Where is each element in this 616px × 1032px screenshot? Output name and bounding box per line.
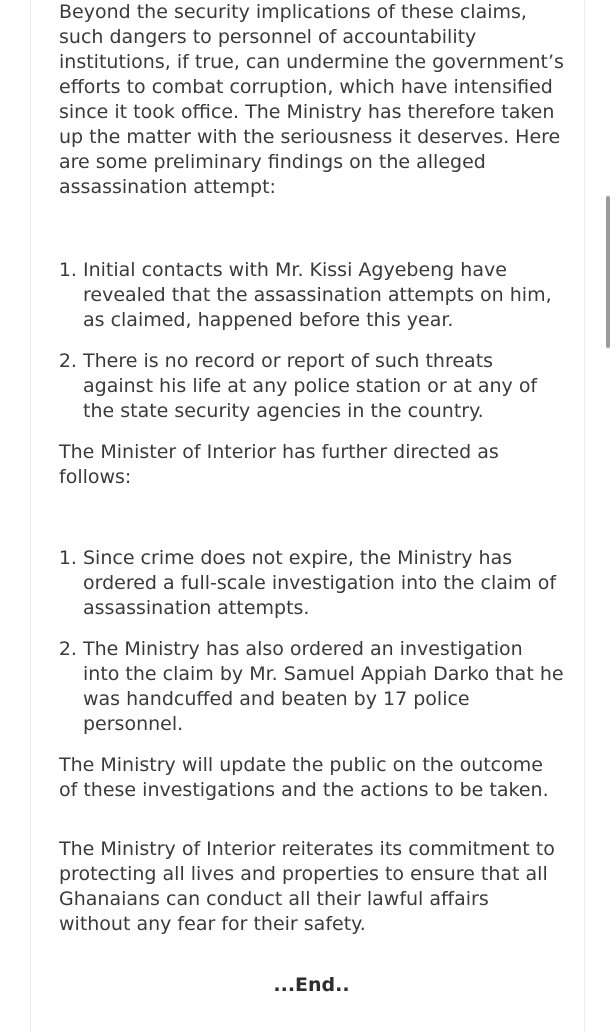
finding-item-2: 2. There is no record or report of such threats against his life at any police station or at any of the state security agencies in the country. xyxy=(83,349,564,424)
findings-list xyxy=(59,258,564,424)
update-paragraph: The Ministry will update the public on the outcome of these investigations and the actions to be taken. xyxy=(59,754,549,801)
directives-list xyxy=(59,546,564,737)
directive-item-1: 1. Since crime does not expire, the Ministry has ordered a full-scale investigation into the claim of assassination attempts. xyxy=(83,546,564,621)
commitment-paragraph: The Ministry of Interior reiterates its commitment to protecting all lives and properties to ensure that all Ghanaians can conduct all their lawful affairs without any fear for their safety. xyxy=(59,838,555,935)
intro-paragraph: Beyond the security implications of these claims, such dangers to personnel of accountability institutions, if true, can undermine the government’s efforts to combat corruption, which have intensified since it took office. The Ministry has therefore taken up the matter with the seriousness it deserves. Here are some preliminary findings on the alleged assassination attempt: xyxy=(59,1,564,198)
directive-intro-paragraph: The Minister of Interior has further directed as follows: xyxy=(59,441,499,488)
end-marker: ...End.. xyxy=(273,974,350,996)
vertical-scrollbar[interactable] xyxy=(606,196,610,348)
document-page xyxy=(30,0,585,1032)
directive-item-2: 2. The Ministry has also ordered an investigation into the claim by Mr. Samuel Appiah Darko that he was handcuffed and beaten by 17 police personnel. xyxy=(83,637,564,737)
document-body xyxy=(59,0,564,998)
finding-item-1: 1. Initial contacts with Mr. Kissi Agyebeng have revealed that the assassination attempts on him, as claimed, happened before this year. xyxy=(83,258,564,333)
